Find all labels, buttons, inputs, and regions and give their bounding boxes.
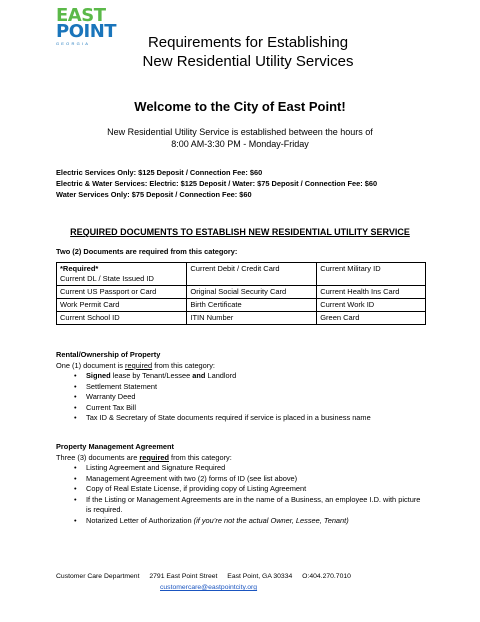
table-cell: Current Debit / Credit Card [187, 263, 317, 286]
two-docs-note: Two (2) Documents are required from this category: [56, 247, 238, 256]
documents-table [56, 262, 426, 325]
table-cell: Current Work ID [317, 299, 426, 312]
east-point-logo [56, 5, 117, 46]
rental-intro-required: required [125, 360, 153, 370]
fee-electric-water: Electric & Water Services: Electric: $125 Deposit / Water: $75 Deposit / Connection Fee: $60 [56, 179, 378, 188]
hours-line-1: New Residential Utility Service is established between the hours of [107, 127, 373, 137]
pm-intro-required: required [139, 452, 169, 462]
page-title [118, 33, 378, 71]
table-row [57, 286, 426, 299]
pm-list [56, 463, 426, 526]
list-item: • Listing Agreement and Signature Required [86, 463, 426, 474]
footer-phone: O:404.270.7010 [302, 573, 351, 580]
required-documents-heading: REQUIRED DOCUMENTS TO ESTABLISH NEW RESIDENTIAL UTILITY SERVICE [70, 227, 410, 237]
table-row [57, 312, 426, 325]
notarized-note: (if you’re not the actual Owner, Lessee, Tenant) [193, 515, 349, 525]
table-cell: Current Military ID [317, 263, 426, 286]
footer-email-link[interactable]: customercare@eastpointcity.org [160, 584, 258, 591]
required-label: *Required* [60, 264, 99, 273]
footer-address: 2791 East Point Street [149, 573, 218, 580]
welcome-heading: Welcome to the City of East Point! [134, 99, 346, 114]
list-item: • Tax ID & Secretary of State documents required if service is placed in a business name [86, 413, 371, 424]
pm-intro [56, 453, 426, 464]
table-cell [57, 263, 187, 286]
landlord-text: Landlord [205, 371, 237, 380]
rental-list [56, 371, 371, 424]
rental-heading: Rental/Ownership of Property [56, 350, 161, 359]
property-management-section [56, 442, 426, 526]
notarized-text: Notarized Letter of Authorization [86, 515, 194, 525]
fee-water: Water Services Only: $75 Deposit / Connection Fee: $60 [56, 190, 252, 199]
title-line-2: New Residential Utility Services [142, 53, 354, 70]
table-cell: Original Social Security Card [187, 286, 317, 299]
table-cell: Birth Certificate [187, 299, 317, 312]
rental-intro-text-end: from this category: [152, 360, 215, 370]
table-cell: Green Card [317, 312, 426, 325]
table-cell: Work Permit Card [57, 299, 187, 312]
table-cell: Current Health Ins Card [317, 286, 426, 299]
table-row [57, 299, 426, 312]
logo-line-georgia: GEORGIA [56, 41, 91, 46]
hours-line-2: 8:00 AM-3:30 PM - Monday-Friday [171, 139, 309, 149]
lease-text: lease by Tenant/Lessee [110, 371, 193, 380]
table-cell: Current US Passport or Card [57, 286, 187, 299]
table-row [57, 263, 426, 286]
rental-intro [56, 361, 371, 372]
footer [56, 573, 359, 580]
signed-word: Signed [86, 371, 111, 380]
logo-line-point: POINT [56, 21, 117, 42]
table-cell: ITIN Number [187, 312, 317, 325]
list-item [86, 371, 371, 382]
list-item: • If the Listing or Management Agreements are in the name of a Business, an employee I.D. with picture is required. [86, 495, 426, 516]
required-sub-label: Current DL / State Issued ID [60, 274, 154, 283]
list-item: • Settlement Statement [86, 382, 371, 393]
rental-section [56, 350, 371, 424]
rental-intro-text: One (1) document is [56, 360, 126, 370]
list-item: • Warranty Deed [86, 392, 371, 403]
and-word: and [192, 371, 206, 380]
fee-electric: Electric Services Only: $125 Deposit / Connection Fee: $60 [56, 168, 263, 177]
service-hours [0, 126, 480, 150]
footer-department: Customer Care Department [56, 573, 140, 580]
logo-line-east: EAST [56, 5, 106, 26]
list-item [86, 516, 426, 527]
fees-list [56, 167, 377, 200]
pm-intro-text: Three (3) documents are [56, 452, 140, 462]
footer-city: East Point, GA 30334 [227, 573, 293, 580]
pm-intro-text-end: from this category: [168, 452, 232, 462]
title-line-1: Requirements for Establishing [147, 34, 349, 51]
list-item: • Current Tax Bill [86, 403, 371, 414]
list-item: • Copy of Real Estate License, if providing copy of Listing Agreement [86, 484, 426, 495]
list-item: • Management Agreement with two (2) forms of ID (see list above) [86, 474, 426, 485]
table-cell: Current School ID [57, 312, 187, 325]
pm-heading: Property Management Agreement [56, 442, 175, 451]
